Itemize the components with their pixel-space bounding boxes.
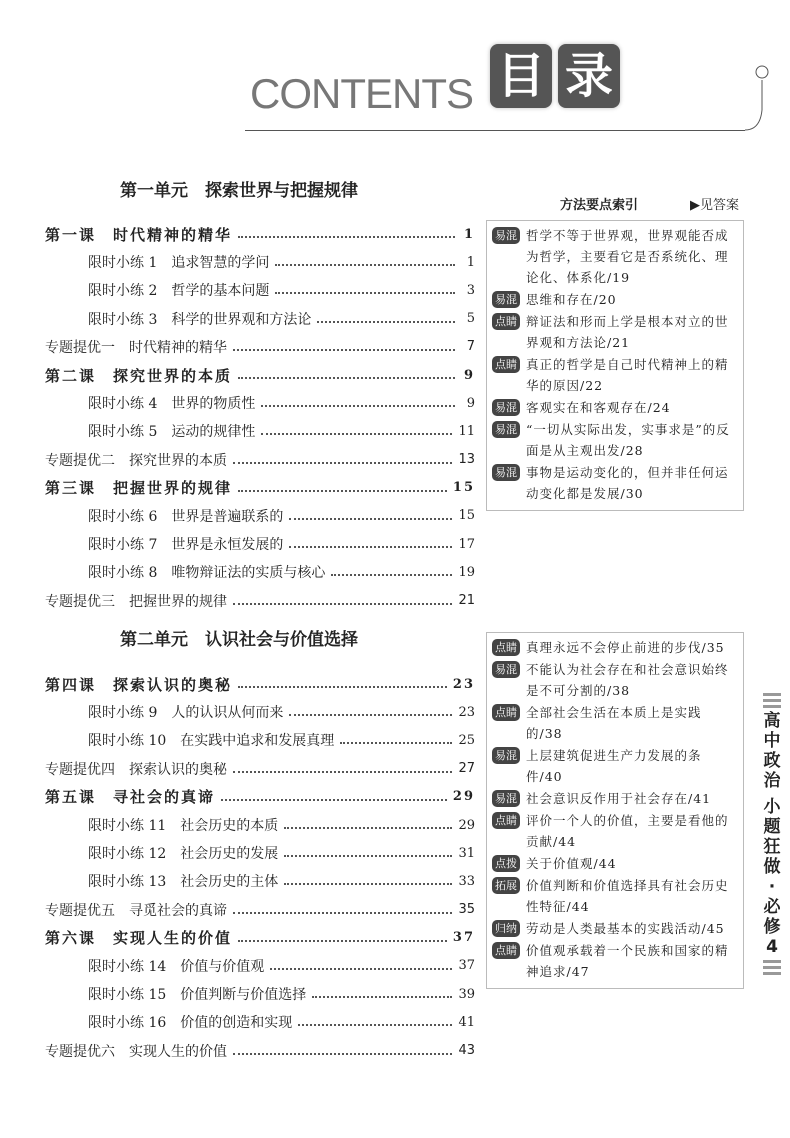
toc-entry-practice[interactable] bbox=[45, 726, 475, 754]
side-title-char: 高 bbox=[763, 711, 781, 731]
leader-dots bbox=[270, 968, 452, 970]
side-title-char: 政 bbox=[763, 751, 781, 771]
toc-entry-lesson[interactable] bbox=[45, 361, 475, 389]
toc-page-number: 37 bbox=[458, 958, 475, 974]
leader-dots bbox=[284, 883, 452, 885]
toc-entry-practice[interactable] bbox=[45, 867, 475, 895]
index-item bbox=[492, 289, 737, 310]
index-item bbox=[492, 659, 737, 701]
index-item bbox=[492, 397, 737, 418]
toc-entry-label: 限时小练 13 社会历史的主体 bbox=[88, 874, 279, 891]
toc-page-number: 9 bbox=[463, 367, 475, 383]
toc-entry-label: 限时小练 11 社会历史的本质 bbox=[88, 818, 279, 835]
leader-dots bbox=[340, 742, 452, 744]
decor-bar bbox=[763, 972, 781, 975]
toc-entry-label: 限时小练 7 世界是永恒发展的 bbox=[88, 537, 284, 554]
side-title-char: 4 bbox=[766, 937, 778, 957]
method-index-header bbox=[560, 194, 770, 213]
index-item-text: “一切从实际出发，实事求是”的反面是从主观出发/28 bbox=[526, 422, 730, 458]
index-item-text: 评价一个人的价值，主要是看他的贡献/44 bbox=[526, 813, 729, 849]
index-tag-badge: 点睛 bbox=[492, 313, 520, 330]
leader-dots bbox=[284, 827, 452, 829]
index-item-text: 不能认为社会存在和社会意识始终是不可分割的/38 bbox=[526, 662, 729, 698]
toc-entry-practice[interactable] bbox=[45, 389, 475, 417]
index-item bbox=[492, 462, 737, 504]
index-item-text: 社会意识反作用于社会存在/41 bbox=[526, 791, 712, 806]
toc-page-number: 23 bbox=[452, 676, 475, 692]
toc-entry-practice[interactable] bbox=[45, 698, 475, 726]
index-tag-badge: 易混 bbox=[492, 291, 520, 308]
index-item bbox=[492, 875, 737, 917]
decor-bar bbox=[763, 693, 781, 696]
index-tag-badge: 点睛 bbox=[492, 704, 520, 721]
index-tag-badge: 点睛 bbox=[492, 356, 520, 373]
toc-entry-practice[interactable] bbox=[45, 530, 475, 558]
side-title-char: · bbox=[768, 877, 776, 897]
index-item bbox=[492, 637, 737, 658]
index-tag-badge: 易混 bbox=[492, 227, 520, 244]
toc-entry-label: 限时小练 2 哲学的基本问题 bbox=[88, 283, 270, 300]
index-item-text: 事物是运动变化的，但并非任何运动变化都是发展/30 bbox=[526, 465, 729, 501]
toc-page-number: 9 bbox=[466, 395, 475, 411]
index-tag-badge: 点拨 bbox=[492, 855, 520, 872]
index-item bbox=[492, 853, 737, 874]
method-index-box bbox=[486, 632, 744, 989]
leader-dots bbox=[238, 236, 455, 238]
index-item-text: 客观实在和客观存在/24 bbox=[526, 400, 671, 415]
index-tag-badge: 易混 bbox=[492, 464, 520, 481]
index-item-text: 劳动是人类最基本的实践活动/45 bbox=[526, 921, 725, 936]
toc-page-number: 19 bbox=[458, 564, 475, 580]
side-title-char: 治 bbox=[763, 771, 781, 791]
toc-entry-label: 第三课 把握世界的规律 bbox=[45, 479, 233, 498]
toc-entry-label: 限时小练 5 运动的规律性 bbox=[88, 424, 256, 441]
leader-dots bbox=[238, 686, 447, 688]
side-title-char: 小 bbox=[763, 797, 781, 817]
toc-entry-topic[interactable] bbox=[45, 586, 475, 614]
toc-entry-topic[interactable] bbox=[45, 755, 475, 783]
index-item bbox=[492, 702, 737, 744]
toc-page-number: 29 bbox=[452, 789, 475, 805]
toc-entry-label: 第五课 寻社会的真谛 bbox=[45, 788, 216, 807]
toc-entry-practice[interactable] bbox=[45, 305, 475, 333]
toc-page-number: 35 bbox=[458, 902, 475, 918]
index-item-text: 辩证法和形而上学是根本对立的世界观和方法论/21 bbox=[526, 314, 729, 350]
method-index-box bbox=[486, 220, 744, 511]
title-char: 目 bbox=[490, 44, 552, 108]
side-title-char: 做 bbox=[763, 857, 781, 877]
title-char: 录 bbox=[558, 44, 620, 108]
index-item-text: 上层建筑促进生产力发展的条件/40 bbox=[526, 748, 702, 784]
leader-dots bbox=[233, 603, 452, 605]
leader-dots bbox=[275, 292, 455, 294]
toc-entry-topic[interactable] bbox=[45, 446, 475, 474]
toc-entry-label: 限时小练 14 价值与价值观 bbox=[88, 958, 265, 975]
toc-entry-label: 限时小练 6 世界是普遍联系的 bbox=[88, 508, 284, 525]
toc-page-number: 7 bbox=[466, 339, 475, 355]
toc-entry-practice[interactable] bbox=[45, 839, 475, 867]
leader-dots bbox=[221, 799, 447, 801]
toc-entry-practice[interactable] bbox=[45, 952, 475, 980]
index-item bbox=[492, 745, 737, 787]
leader-dots bbox=[289, 546, 452, 548]
index-tag-badge: 易混 bbox=[492, 747, 520, 764]
toc-unit-1 bbox=[45, 220, 475, 615]
index-tag-badge: 点睛 bbox=[492, 639, 520, 656]
leader-dots bbox=[233, 771, 452, 773]
index-item-text: 价值观承载着一个民族和国家的精神追求/47 bbox=[526, 943, 729, 979]
leader-dots bbox=[317, 321, 455, 323]
leader-dots bbox=[233, 462, 452, 464]
index-item-text: 哲学不等于世界观，世界观能否成为哲学，主要看它是否系统化、理论化、体系化/19 bbox=[526, 228, 729, 285]
index-item bbox=[492, 940, 737, 982]
decor-bar bbox=[763, 699, 781, 702]
toc-entry-topic[interactable] bbox=[45, 333, 475, 361]
index-item bbox=[492, 225, 737, 288]
toc-page-number: 43 bbox=[458, 1043, 475, 1059]
toc-entry-label: 专题提优三 把握世界的规律 bbox=[45, 593, 227, 610]
index-item-text: 思维和存在/20 bbox=[526, 292, 617, 307]
leader-dots bbox=[289, 518, 452, 520]
toc-entry-lesson[interactable] bbox=[45, 924, 475, 952]
leader-dots bbox=[261, 405, 455, 407]
toc-page-number: 41 bbox=[458, 1014, 475, 1030]
index-item-text: 真理永远不会停止前进的步伐/35 bbox=[526, 640, 725, 655]
index-tag-badge: 易混 bbox=[492, 399, 520, 416]
decor-bar bbox=[763, 966, 781, 969]
leader-dots bbox=[331, 574, 452, 576]
toc-entry-label: 专题提优五 寻觅社会的真谛 bbox=[45, 902, 227, 919]
leader-dots bbox=[275, 264, 455, 266]
toc-entry-practice[interactable] bbox=[45, 1008, 475, 1036]
toc-entry-practice[interactable] bbox=[45, 417, 475, 445]
leader-dots bbox=[284, 855, 452, 857]
toc-entry-label: 第六课 实现人生的价值 bbox=[45, 929, 233, 948]
toc-entry-label: 第一课 时代精神的精华 bbox=[45, 225, 233, 244]
toc-page-number: 37 bbox=[452, 930, 475, 946]
toc-entry-label: 专题提优四 探索认识的奥秘 bbox=[45, 761, 227, 778]
toc-page-number: 5 bbox=[466, 311, 475, 327]
toc-entry-label: 专题提优二 探究世界的本质 bbox=[45, 452, 227, 469]
index-tag-badge: 拓展 bbox=[492, 877, 520, 894]
side-title-char: 狂 bbox=[763, 837, 781, 857]
toc-entry-label: 第二课 探究世界的本质 bbox=[45, 366, 233, 385]
toc-unit-2 bbox=[45, 670, 475, 1065]
index-item bbox=[492, 354, 737, 396]
toc-entry-label: 限时小练 15 价值判断与价值选择 bbox=[88, 987, 307, 1004]
toc-page-number: 17 bbox=[458, 536, 475, 552]
toc-entry-practice[interactable] bbox=[45, 811, 475, 839]
decor-bar bbox=[763, 960, 781, 963]
side-title-char: 必 bbox=[763, 897, 781, 917]
leader-dots bbox=[238, 377, 455, 379]
index-item-text: 全部社会生活在本质上是实践的/38 bbox=[526, 705, 702, 741]
toc-entry-lesson[interactable] bbox=[45, 474, 475, 502]
toc-page-number: 13 bbox=[458, 452, 475, 468]
toc-page-number: 21 bbox=[458, 593, 475, 609]
index-item bbox=[492, 311, 737, 353]
book-side-title bbox=[760, 690, 784, 978]
toc-page-number: 1 bbox=[463, 226, 475, 242]
toc-entry-practice[interactable] bbox=[45, 558, 475, 586]
leader-dots bbox=[233, 1053, 452, 1055]
toc-entry-label: 限时小练 10 在实践中追求和发展真理 bbox=[88, 733, 335, 750]
toc-page-number: 31 bbox=[458, 845, 475, 861]
leader-dots bbox=[238, 940, 447, 942]
contents-title-english: CONTENTS bbox=[250, 70, 473, 117]
header-rule bbox=[245, 130, 745, 131]
side-title-char: 修 bbox=[763, 917, 781, 937]
index-tag-badge: 易混 bbox=[492, 661, 520, 678]
side-title-char: 题 bbox=[763, 817, 781, 837]
toc-page-number: 39 bbox=[458, 986, 475, 1002]
toc-entry-label: 限时小练 16 价值的创造和实现 bbox=[88, 1015, 293, 1032]
toc-page-number: 29 bbox=[458, 817, 475, 833]
leader-dots bbox=[298, 1024, 452, 1026]
toc-entry-topic[interactable] bbox=[45, 1036, 475, 1064]
toc-entry-practice[interactable] bbox=[45, 248, 475, 276]
toc-page-number: 15 bbox=[458, 508, 475, 524]
toc-entry-label: 专题提优一 时代精神的精华 bbox=[45, 339, 227, 356]
toc-page-number: 23 bbox=[458, 704, 475, 720]
index-tag-badge: 易混 bbox=[492, 790, 520, 807]
method-index-title: 方法要点索引 bbox=[560, 198, 639, 213]
toc-page-number: 15 bbox=[452, 480, 475, 496]
index-item bbox=[492, 419, 737, 461]
leader-dots bbox=[312, 996, 452, 998]
header-decoration bbox=[700, 50, 780, 132]
contents-title-chinese bbox=[490, 44, 620, 108]
toc-entry-practice[interactable] bbox=[45, 980, 475, 1008]
leader-dots bbox=[289, 714, 452, 716]
toc-page-number: 27 bbox=[458, 761, 475, 777]
index-item bbox=[492, 788, 737, 809]
leader-dots bbox=[233, 349, 455, 351]
index-item-text: 关于价值观/44 bbox=[526, 856, 617, 871]
toc-entry-topic[interactable] bbox=[45, 896, 475, 924]
toc-page-number: 25 bbox=[458, 732, 475, 748]
toc-entry-practice[interactable] bbox=[45, 276, 475, 304]
toc-page-number: 3 bbox=[466, 282, 475, 298]
index-tag-badge: 点睛 bbox=[492, 942, 520, 959]
leader-dots bbox=[238, 490, 447, 492]
index-tag-badge: 点睛 bbox=[492, 812, 520, 829]
toc-entry-label: 限时小练 3 科学的世界观和方法论 bbox=[88, 311, 312, 328]
toc-entry-practice[interactable] bbox=[45, 502, 475, 530]
toc-page-number: 11 bbox=[458, 423, 475, 439]
toc-entry-lesson[interactable] bbox=[45, 670, 475, 698]
toc-page-number: 33 bbox=[458, 873, 475, 889]
toc-entry-lesson[interactable] bbox=[45, 783, 475, 811]
toc-entry-label: 第四课 探索认识的奥秘 bbox=[45, 675, 233, 694]
unit-title: 第二单元 认识社会与价值选择 bbox=[120, 630, 358, 650]
index-item bbox=[492, 810, 737, 852]
leader-dots bbox=[233, 912, 452, 914]
toc-page-number: 1 bbox=[466, 254, 475, 270]
index-item bbox=[492, 918, 737, 939]
see-answer-link[interactable]: ▶见答案 bbox=[690, 198, 739, 213]
index-tag-badge: 易混 bbox=[492, 421, 520, 438]
toc-entry-label: 限时小练 1 追求智慧的学问 bbox=[88, 255, 270, 272]
index-tag-badge: 归纳 bbox=[492, 920, 520, 937]
toc-entry-label: 限时小练 4 世界的物质性 bbox=[88, 396, 256, 413]
toc-entry-label: 限时小练 9 人的认识从何而来 bbox=[88, 705, 284, 722]
index-item-text: 价值判断和价值选择具有社会历史性特征/44 bbox=[526, 878, 729, 914]
unit-title: 第一单元 探索世界与把握规律 bbox=[120, 181, 358, 201]
decor-bar bbox=[763, 705, 781, 708]
toc-entry-label: 限时小练 8 唯物辩证法的实质与核心 bbox=[88, 565, 326, 582]
toc-entry-label: 专题提优六 实现人生的价值 bbox=[45, 1043, 227, 1060]
toc-entry-label: 限时小练 12 社会历史的发展 bbox=[88, 846, 279, 863]
leader-dots bbox=[261, 433, 452, 435]
index-item-text: 真正的哲学是自己时代精神上的精华的原因/22 bbox=[526, 357, 729, 393]
toc-entry-lesson[interactable] bbox=[45, 220, 475, 248]
side-title-char: 中 bbox=[763, 731, 781, 751]
